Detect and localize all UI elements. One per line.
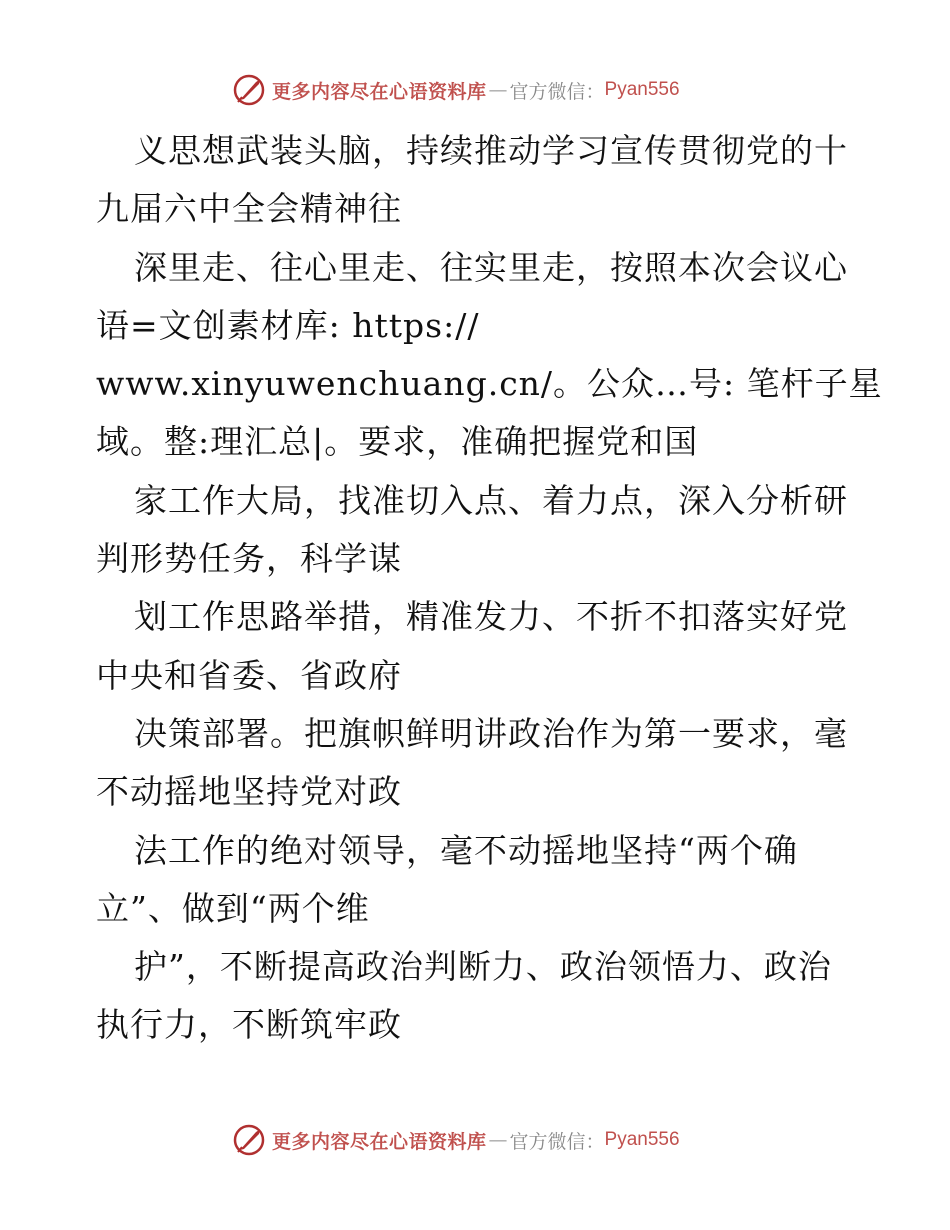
text-line: 不动摇地坚持党对政 [96,772,402,812]
text-line: 立”、做到“两个维 [96,888,370,928]
text-line: 判形势任务，科学谋 [96,539,402,579]
text-line: 语=文创素材库: https:// [96,305,480,345]
text-line: 护”，不断提高政治判断力、政治领悟力、政治 [134,947,832,987]
banner-title: 更多内容尽在心语资料库 [272,1130,487,1153]
header-banner [232,72,680,108]
footer-banner [232,1122,680,1158]
banner-separator: — [488,1129,508,1151]
text-line: www.xinyuwenchuang.cn/。公众…号: 笔杆子星 [96,364,883,404]
document-body [96,122,883,1055]
text-line: 法工作的绝对领导，毫不动摇地坚持“两个确 [134,830,798,870]
text-line: 义思想武装头脑，持续推动学习宣传贯彻党的十 [134,131,848,170]
text-line: 家工作大局，找准切入点、着力点，深入分析研 [134,480,848,520]
text-line: 划工作思路举措，精准发力、不折不扣落实好党 [134,597,848,637]
feather-pen-icon [232,1123,266,1157]
banner-title: 更多内容尽在心语资料库 [272,80,487,103]
wechat-id: Pyan556 [604,79,680,100]
text-line: 决策部署。把旗帜鲜明讲政治作为第一要求，毫 [134,713,848,753]
text-line: 执行力，不断筑牢政 [96,1005,402,1045]
text-line: 域。整:理汇总|。要求，准确把握党和国 [96,422,699,462]
text-line: 中央和省委、省政府 [96,655,402,695]
wechat-id: Pyan556 [604,1129,680,1150]
feather-pen-icon [232,73,266,107]
banner-label: 官方微信： [509,80,605,103]
text-line: 深里走、往心里走、往实里走，按照本次会议心 [134,247,848,287]
banner-separator: — [488,79,508,101]
text-line: 九届六中全会精神往 [96,189,402,229]
banner-label: 官方微信： [509,1130,605,1153]
